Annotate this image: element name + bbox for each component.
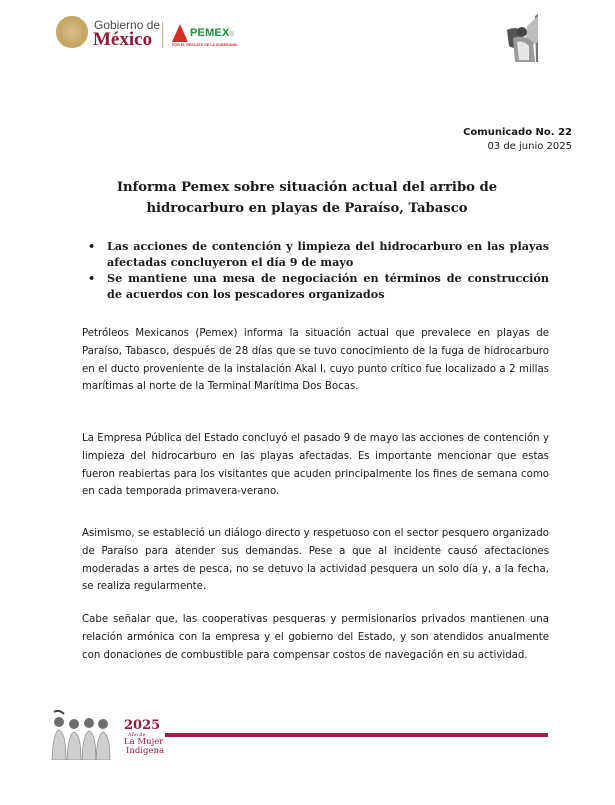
highlight-text: Las acciones de contención y limpieza del hidrocarburo en las playas afectadas concluyeron el día 9 de mayo bbox=[107, 239, 549, 269]
highlight-item bbox=[84, 238, 549, 270]
footer-year: 2025 bbox=[124, 718, 161, 733]
footer-indigena: Indígena bbox=[126, 746, 165, 756]
highlight-item bbox=[84, 270, 549, 302]
indigenous-women-illustration-icon bbox=[50, 710, 112, 760]
pemex-logo-name: PEMEX bbox=[190, 27, 230, 39]
gobierno-logo-line2: México bbox=[93, 29, 153, 50]
press-release-title: Informa Pemex sobre situación actual del arribo de hidrocarburo en playas de Paraíso, Tabasco bbox=[116, 180, 498, 216]
gobierno-logo-line1: Gobierno de bbox=[94, 18, 161, 32]
bullet-icon: • bbox=[88, 271, 96, 285]
body-paragraph: Cabe señalar que, las cooperativas pesqueras y permisionarios privados mantienen una relación armónica con la empresa y el gobierno del Estado, y son atendidos anualmente con donaciones de combustible para compensar costos de navegación en su actividad. bbox=[82, 614, 549, 661]
pemex-logo-tagline: POR EL RESCATE DE LA SOBERANÍA bbox=[172, 43, 238, 47]
body-paragraph: Petróleos Mexicanos (Pemex) informa la situación actual que prevalece en playas de Paraíso, Tabasco, después de 28 días que se tuvo conocimiento de la fuga de hidrocarburo en el ducto proveniente de la instalación Akal I, cuyo punto crítico fue localizado a 2 millas marítimas al norte de la Terminal Marítima Dos Bocas. bbox=[82, 328, 549, 393]
communique-date: 03 de junio 2025 bbox=[487, 141, 572, 152]
pemex-logo bbox=[172, 22, 252, 52]
highlight-text: Se mantiene una mesa de negociación en términos de construcción de acuerdos con los pescadores organizados bbox=[107, 271, 549, 301]
gobierno-de-mexico-logo bbox=[56, 14, 164, 54]
pemex-flame-icon bbox=[172, 24, 188, 42]
body-paragraph: La Empresa Pública del Estado concluyó el pasado 9 de mayo las acciones de contención y limpieza del hidrocarburo en las playas afectadas. Es importante mencionar que estas fueron reabiertas para los visitantes que acuden principalmente los fines de semana como en cada temporada primavera-verano. bbox=[82, 433, 549, 498]
registered-mark: ® bbox=[229, 32, 235, 38]
body-paragraph: Asimismo, se estableció un diálogo directo y respetuoso con el sector pesquero organizado de Paraíso para atender sus demandas. Pese a que al incidente causó afectaciones moderadas a artes de pesca, no se detuvo la actividad pesquera un solo día y, a la fecha, se realiza regularmente. bbox=[82, 528, 549, 593]
heroine-with-flag-icon bbox=[505, 12, 549, 64]
highlights-list bbox=[84, 238, 549, 302]
mexican-coat-of-arms-icon bbox=[56, 16, 88, 48]
communique-number: Comunicado No. 22 bbox=[463, 127, 572, 138]
footer-la-mujer: La Mujer bbox=[124, 737, 164, 747]
bullet-icon: • bbox=[88, 239, 96, 253]
logo-divider bbox=[162, 22, 163, 48]
footer-divider-line bbox=[165, 733, 548, 737]
footer-year-of: Año de bbox=[128, 732, 146, 738]
